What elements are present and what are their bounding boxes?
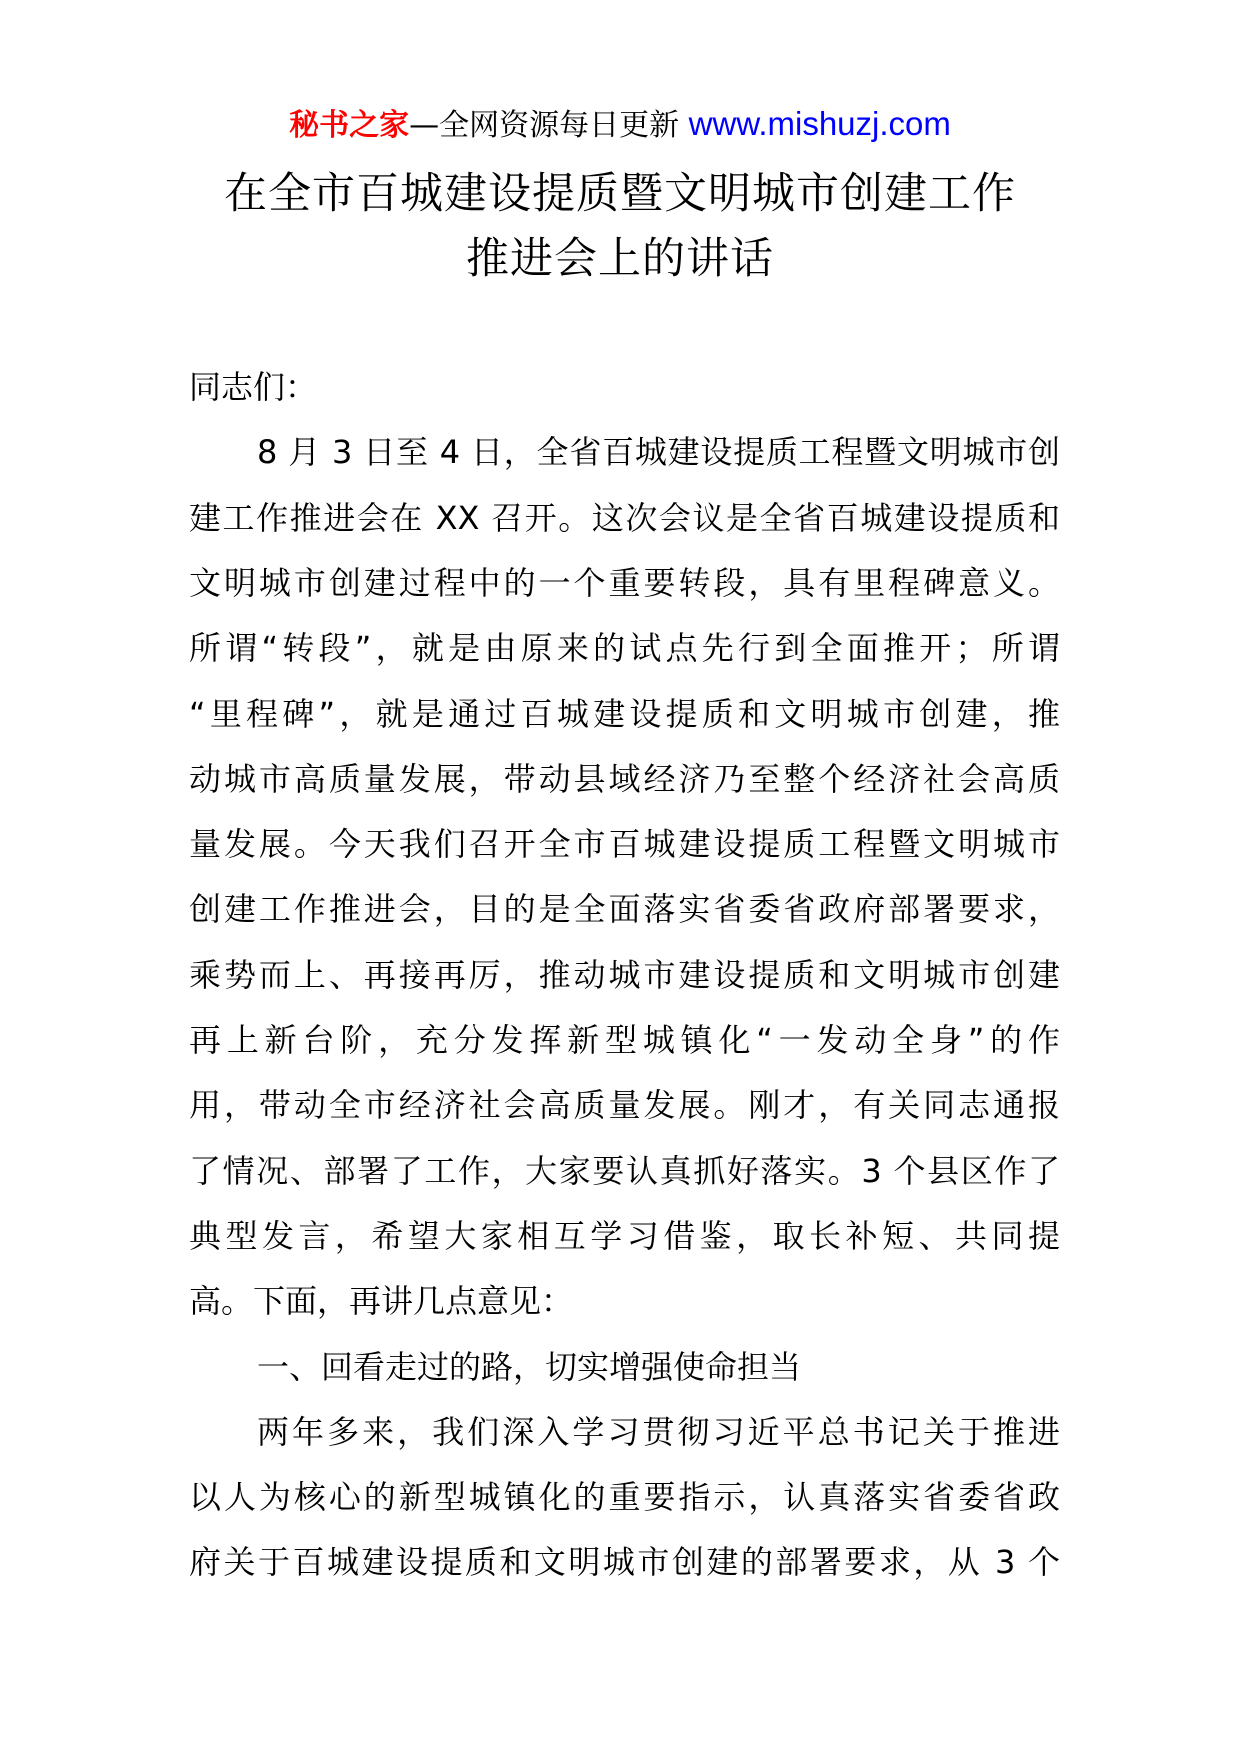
- body-text-line: 所谓“转段”，就是由原来的试点先行到全面推开；所谓: [189, 629, 1060, 668]
- body-text-line: 典型发言，希望大家相互学习借鉴，取长补短、共同提: [189, 1216, 1060, 1255]
- body-text-line: 了情况、部署了工作，大家要认真抓好落实。3 个县区作了: [189, 1151, 1060, 1190]
- body-text-line: 文明城市创建过程中的一个重要转段，具有里程碑意义。: [189, 563, 1060, 602]
- body-text-line: 创建工作推进会，目的是全面落实省委省政府部署要求，: [189, 890, 1060, 929]
- body-text-line: 高。下面，再讲几点意见：: [189, 1282, 574, 1321]
- body-text-line: 动城市高质量发展，带动县域经济乃至整个经济社会高质: [189, 759, 1060, 798]
- section-heading: 一、回看走过的路，切实增强使命担当: [257, 1347, 802, 1386]
- body-text-line: 同志们：: [189, 368, 318, 406]
- body-text-line: 以人为核心的新型城镇化的重要指示，认真落实省委省政: [189, 1478, 1060, 1517]
- body-text-line: “里程碑”，就是通过百城建设提质和文明城市创建，推: [189, 694, 1060, 733]
- body-text-line: 府关于百城建设提质和文明城市创建的部署要求，从 3 个: [189, 1543, 1060, 1582]
- body-text-line: 乘势而上、再接再厉，推动城市建设提质和文明城市创建: [189, 955, 1060, 994]
- body-text-line: 两年多来，我们深入学习贯彻习近平总书记关于推进: [257, 1412, 1060, 1451]
- document-title-line-2: 推进会上的讲话: [466, 234, 774, 284]
- body-text-line: 8 月 3 日至 4 日，全省百城建设提质工程暨文明城市创: [257, 433, 1060, 472]
- brand-name: 秘书之家: [289, 108, 410, 143]
- site-link[interactable]: www.mishuzj.com: [688, 105, 951, 142]
- body-text-line: 量发展。今天我们召开全市百城建设提质工程暨文明城市: [189, 825, 1060, 864]
- watermark-header: [0, 104, 1240, 146]
- slogan: —全网资源每日更新: [409, 108, 689, 143]
- body-text-line: 建工作推进会在 XX 召开。这次会议是全省百城建设提质和: [189, 498, 1060, 537]
- body-text-line: 用，带动全市经济社会高质量发展。刚才，有关同志通报: [189, 1086, 1060, 1125]
- document-title-line-1: 在全市百城建设提质暨文明城市创建工作: [224, 169, 1016, 219]
- body-text-line: 再上新台阶，充分发挥新型城镇化“一发动全身”的作: [189, 1021, 1060, 1059]
